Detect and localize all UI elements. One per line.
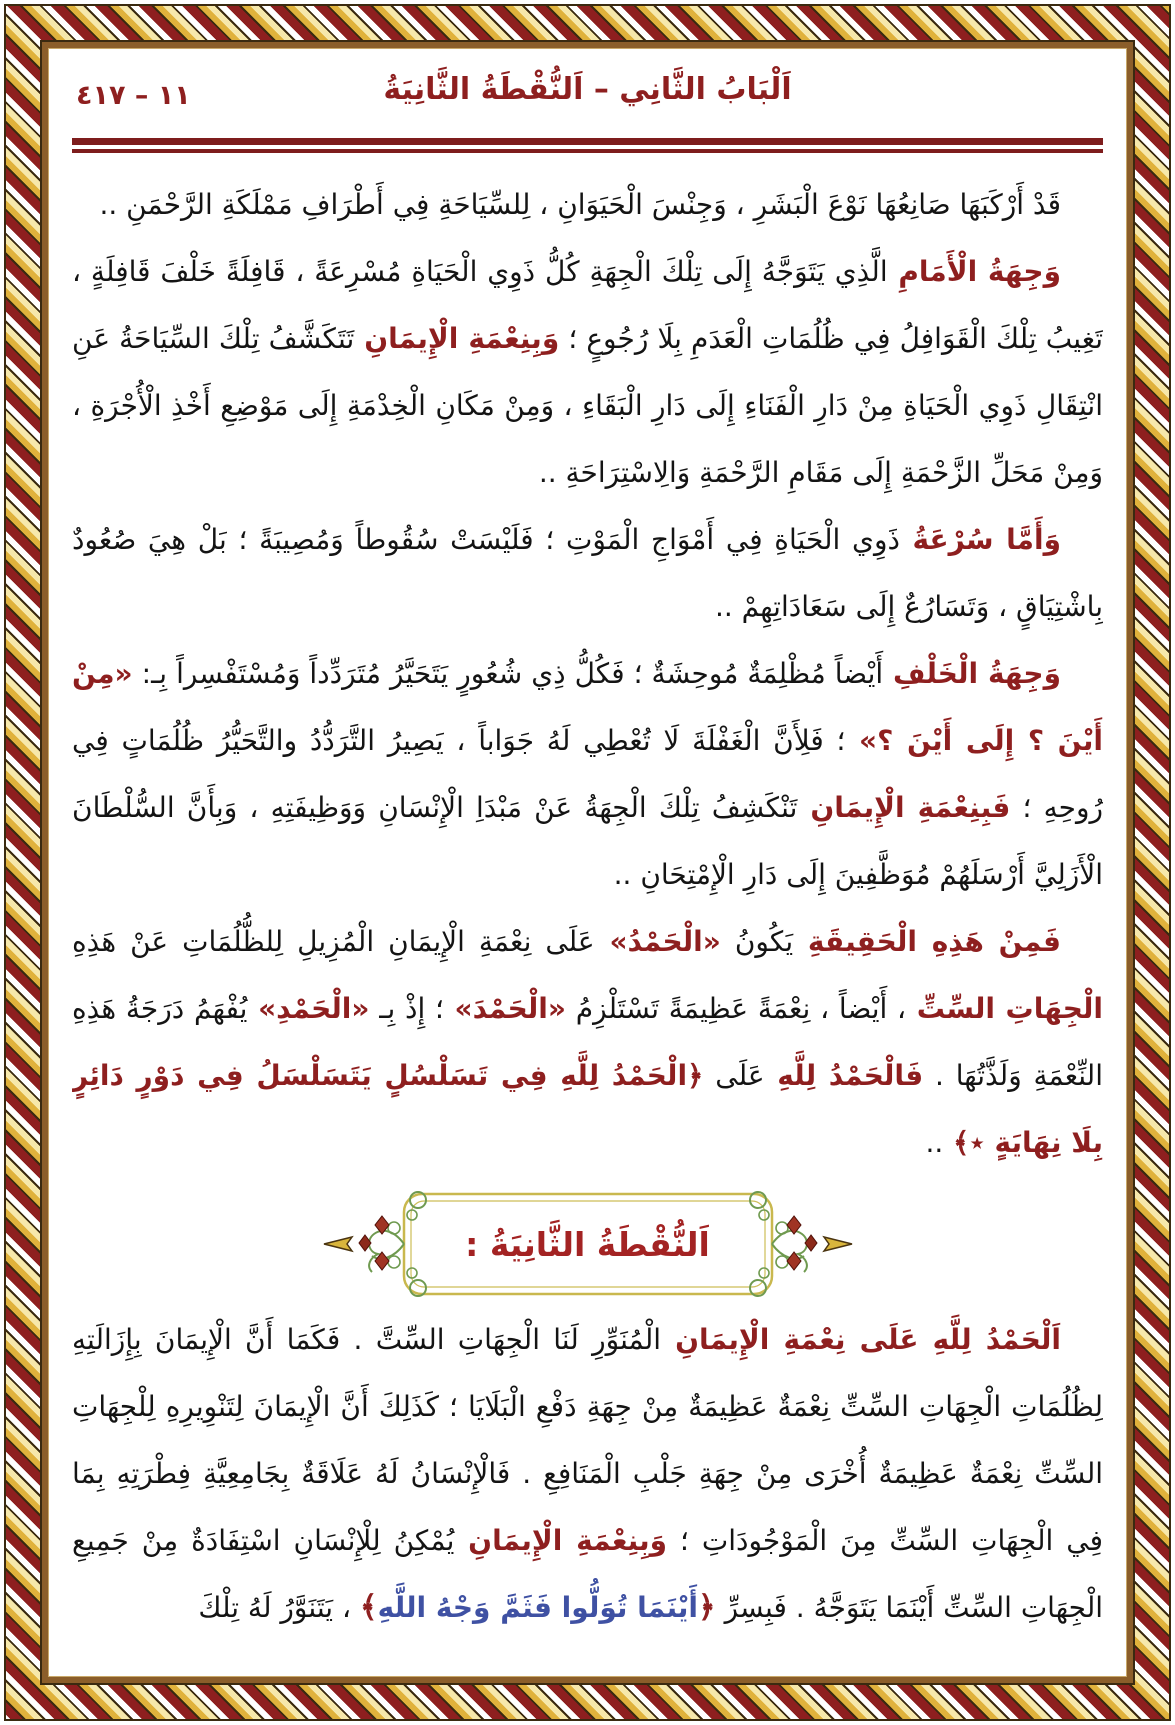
body-text-segment: ذَوِي الْحَيَاةِ فِي أَمْوَاجِ الْمَوْتِ ؛ فَلَيْسَتْ سُقُوطاً وَمُصِيبَةً ؛ بَلْ هِيَ صُعُودٌ بِاشْتِيَاقٍ ، وَتَسَارُعٌ إِلَى سَعَادَاتِهِمْ .. bbox=[72, 523, 1103, 623]
paragraph bbox=[72, 238, 1103, 506]
highlight-text-segment: «الْحَمْدُ» bbox=[594, 925, 721, 958]
highlight-text-segment: ﴿ bbox=[697, 1590, 716, 1625]
body-text-segment: ؛ فَلِأَنَّ الْغَفْلَةَ لَا تُعْطِي لَهُ جَوَاباً ، يَصِيرُ التَّرَدُّدُ والتَّحَيُّرُ ظُلُمَاتٍ فِي رُوحِهِ ؛ bbox=[72, 724, 1103, 824]
page-number: ١١ – ٤١٧ bbox=[76, 80, 191, 111]
body-text-segment: تَنْكَشِفُ تِلْكَ الْجِهَةُ عَنْ مَبْدَاِ الْإِنْسَانِ وَوَظِيفَتِهِ ، وَبِأَنَّ السُّلْطَانَ الْأَزَلِيَّ أَرْسَلَهُمْ مُوَظَّفِينَ إِلَى دَارِ الْإِمْتِحَانِ .. bbox=[72, 791, 1103, 891]
page-header bbox=[72, 62, 1103, 138]
paragraph bbox=[72, 908, 1103, 1176]
highlight-text-segment: اَلْحَمْدُ لِلَّهِ عَلَى نِعْمَةِ الْإِيمَانِ bbox=[661, 1323, 1061, 1356]
body-text-segment: ، يَتَنَوَّرُ لَهُ تِلْكَ bbox=[198, 1591, 360, 1624]
highlight-text-segment: وَأَمَّا سُرْعَةُ bbox=[899, 523, 1061, 556]
body-text-segment: الَّذِي يَتَوَجَّهُ إِلَى تِلْكَ الْجِهَةِ كُلُّ ذَوِي الْحَيَاةِ مُسْرِعَةً ، قَافِلَةً خَلْفَ قَافِلَةٍ ، تَغِيبُ تِلْكَ الْقَوَافِلُ فِي ظُلُمَاتِ الْعَدَمِ بِلَا رُجُوعٍ ؛ bbox=[72, 255, 1103, 355]
highlight-text-segment: وَبِنِعْمَةِ الْإِيمَانِ bbox=[354, 322, 560, 355]
paragraph bbox=[72, 640, 1103, 908]
page-title: اَلْبَابُ الثَّانِي – اَلنُّقْطَةُ الثَّانِيَةُ bbox=[383, 72, 792, 107]
highlight-text-segment: فَبِنِعْمَةِ الْإِيمَانِ bbox=[797, 791, 1011, 824]
body-text-upper bbox=[72, 171, 1103, 1176]
body-text-segment: ؛ إِذْ بِـ bbox=[369, 992, 444, 1025]
body-text-segment: عَلَى bbox=[703, 1059, 765, 1092]
highlight-text-segment: الْجِهَاتِ السِّتِّ bbox=[906, 992, 1103, 1025]
highlight-text-segment: «الْحَمْدَ» bbox=[443, 992, 566, 1025]
highlight-text-segment: فَالْحَمْدُ لِلَّهِ bbox=[764, 1059, 924, 1092]
highlight-text-segment: «مِنْ أَيْنَ ؟ إِلَى أَيْنَ ؟» bbox=[72, 657, 1103, 757]
body-text-segment: .. bbox=[925, 1126, 944, 1159]
paragraph bbox=[72, 506, 1103, 640]
highlight-text-segment: ﴾ bbox=[359, 1590, 378, 1625]
body-text-segment: عَلَى نِعْمَةِ الْإِيمَانِ الْمُزِيلِ لِلظُّلُمَاتِ عَنْ هَذِهِ bbox=[72, 925, 595, 958]
highlight-text-segment: وَبِنِعْمَةِ الْإِيمَانِ bbox=[454, 1524, 668, 1557]
section-heading: اَلنُّقْطَةُ الثَّانِيَةُ : bbox=[465, 1224, 710, 1264]
body-text-segment: يَكُونُ bbox=[720, 925, 794, 958]
body-text-segment: قَدْ أَرْكَبَهَا صَانِعُهَا نَوْعَ الْبَشَرِ ، وَجِنْسَ الْحَيَوَانِ ، لِلسِّيَاحَةِ فِي أَطْرَافِ مَمْلَكَةِ الرَّحْمَنِ .. bbox=[99, 188, 1061, 221]
body-text-segment: أَيْضاً مُظْلِمَةٌ مُوحِشَةٌ ؛ فَكُلُّ ذِي شُعُورٍ يَتَحَيَّرُ مُتَرَدِّداً وَمُسْتَفْسِراً بِـ: bbox=[132, 657, 884, 690]
highlight-text-segment: «الْحَمْدِ» bbox=[247, 992, 370, 1025]
page-content bbox=[72, 62, 1103, 1667]
body-text-segment: يُمْكِنُ لِلْإِنْسَانِ اسْتِفَادَةٌ مِنْ جَمِيعِ الْجِهَاتِ السِّتِّ أَيْنَمَا يَتَوَجَّهُ . فَبِسِرِّ bbox=[72, 1524, 1103, 1624]
highlight-text-segment: ﴿الْحَمْدُ لِلَّهِ فِي تَسَلْسُلٍ يَتَسَلْسَلُ فِي دَوْرٍ دَائِرٍ بِلَا نِهَايَةٍ ٭﴾ bbox=[72, 1059, 1103, 1159]
body-text-lower bbox=[72, 1306, 1103, 1641]
body-text-segment: يُفْهَمُ دَرَجَةُ هَذِهِ النِّعْمَةِ وَلَذَّتُهَا . bbox=[72, 992, 1103, 1092]
header-divider-rule bbox=[72, 138, 1103, 153]
highlight-text-segment: وَجِهَةُ الْخَلْفِ bbox=[883, 657, 1061, 690]
body-text-segment: تَتَكَشَّفُ تِلْكَ السِّيَاحَةُ عَنِ انْتِقَالِ ذَوِي الْحَيَاةِ مِنْ دَارِ الْفَنَاءِ إِلَى دَارِ الْبَقَاءِ ، وَمِنْ مَكَانِ الْخِدْمَةِ إِلَى مَوْضِعِ أَخْذِ الْأُجْرَةِ ، وَمِنْ مَحَلِّ الزَّحْمَةِ إِلَى مَقَامِ الرَّحْمَةِ وَالِاسْتِرَاحَةِ .. bbox=[72, 322, 1103, 489]
body-text-segment: الْمُنَوِّرِ لَنَا الْجِهَاتِ السِّتَّ . فَكَمَا أَنَّ الْإِيمَانَ بِإِزَالَتِهِ لِظُلُمَاتِ الْجِهَاتِ السِّتِّ نِعْمَةٌ عَظِيمَةٌ مِنْ جِهَةِ دَفْعِ الْبَلَايَا ؛ كَذَلِكَ أَنَّ الْإِيمَانَ لِتَنْوِيرِهِ لِلْجِهَاتِ السِّتِّ نِعْمَةٌ عَظِيمَةٌ أُخْرَى مِنْ جِهَةِ جَلْبِ الْمَنَافِعِ . فَالْإِنْسَانُ لَهُ عَلَاقَةٌ بِجَامِعِيَّةِ فِطْرَتِهِ بِمَا فِي الْجِهَاتِ السِّتِّ مِنَ الْمَوْجُودَاتِ ؛ bbox=[72, 1323, 1103, 1557]
paragraph bbox=[72, 1306, 1103, 1641]
body-text-segment: ، أَيْضاً ، نِعْمَةً عَظِيمَةً تَسْتَلْزِمُ bbox=[565, 992, 907, 1025]
highlight-text-segment: وَجِهَةُ الْأَمَامِ bbox=[887, 255, 1061, 288]
paragraph bbox=[72, 171, 1103, 238]
highlight-text-segment: فَمِنْ هَذِهِ الْحَقِيقَةِ bbox=[793, 925, 1061, 958]
quran-verse-segment: أَيْنَمَا تُوَلُّوا فَثَمَّ وَجْهُ اللَّهِ bbox=[377, 1591, 698, 1624]
section-ornament bbox=[308, 1188, 868, 1300]
